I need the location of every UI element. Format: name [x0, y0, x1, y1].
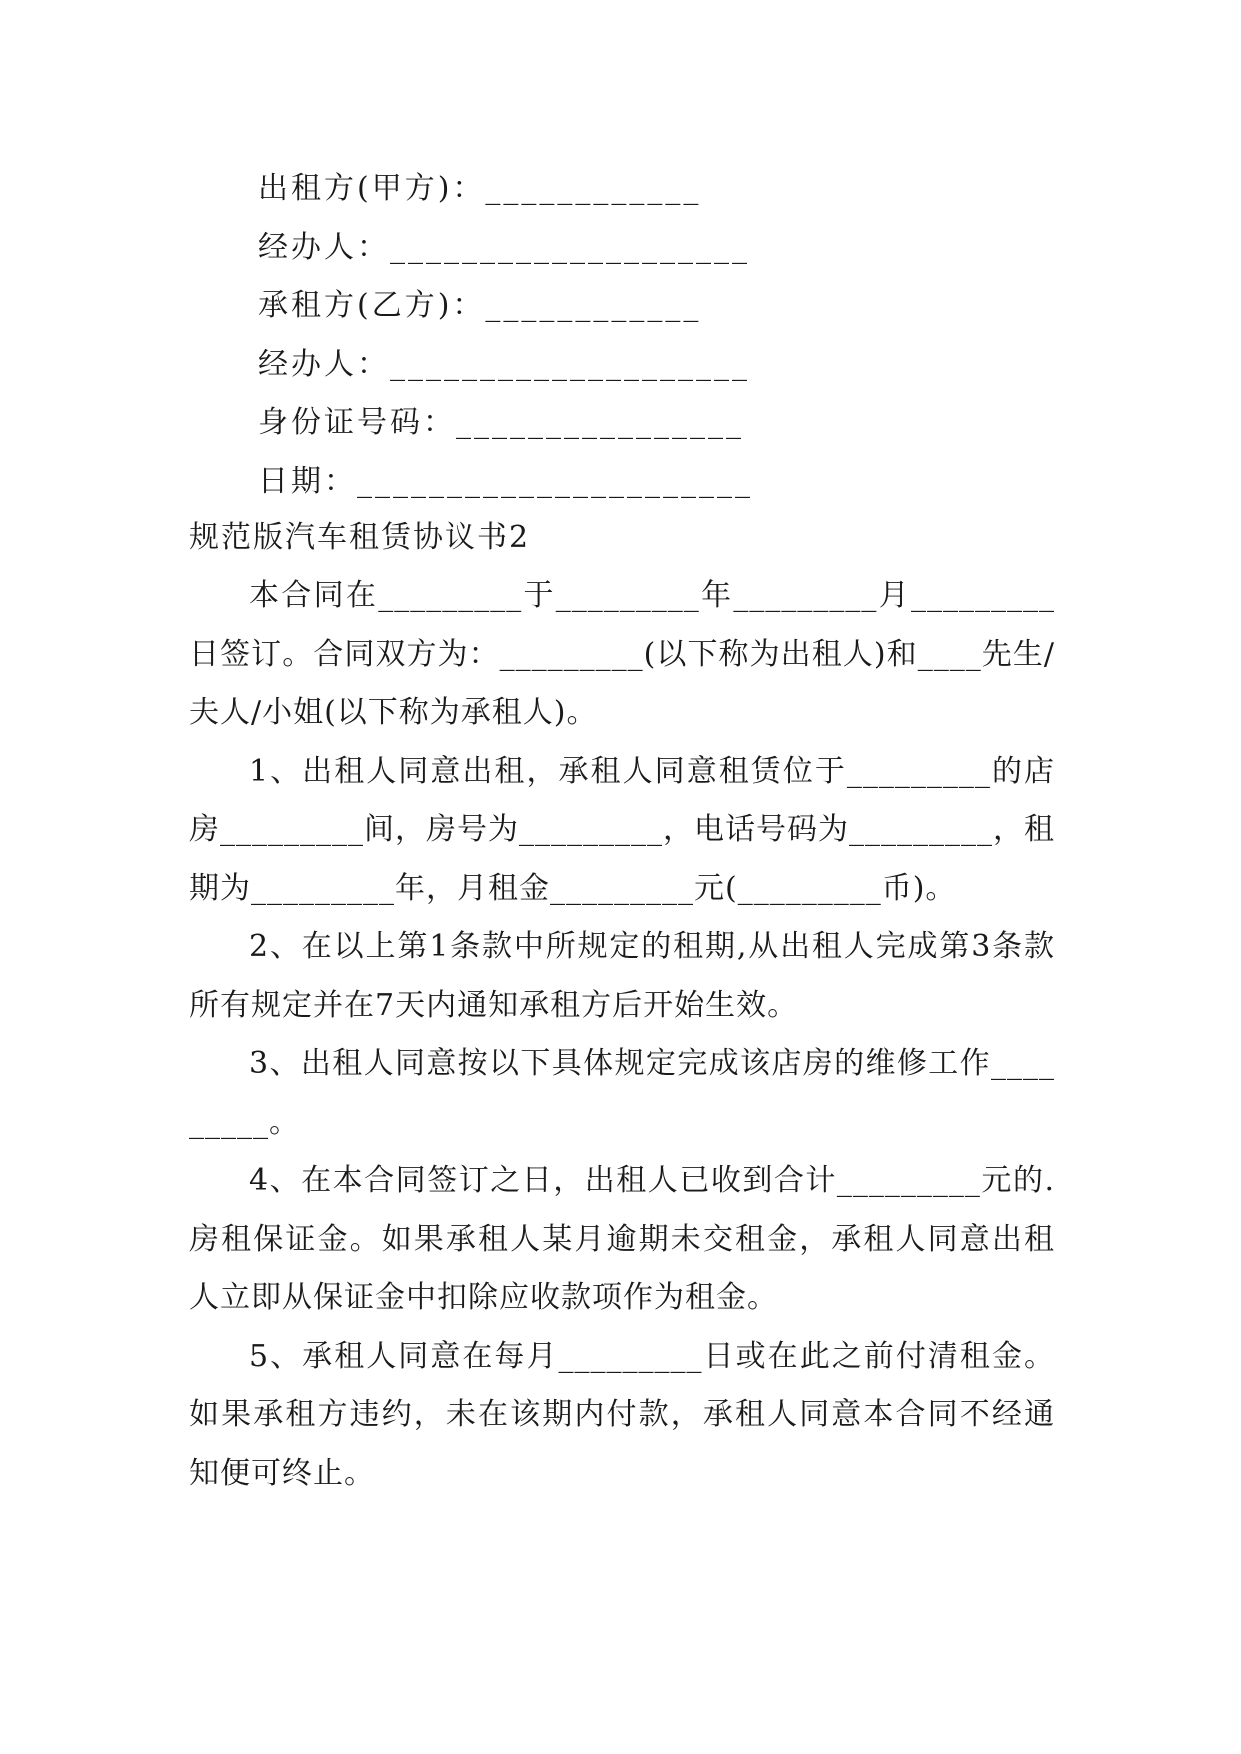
paragraph-clause-5: 5、承租人同意在每月_________日或在此之前付清租金。如果承租方违约，未在该期内付款，承租人同意本合同不经通知便可终止。	[189, 1338, 1055, 1491]
lessee-agent-line: 经办人：____________________	[258, 346, 750, 382]
paragraph-intro: 本合同在_________于_________年_________月_________日签订。合同双方为：_________(以下称为出租人)和____先生/夫人/小姐(以下称为承租人)。	[189, 578, 1055, 730]
date-line: 日期：______________________	[258, 463, 753, 499]
paragraph-clause-3: 3、出租人同意按以下具体规定完成该店房的维修工作_________。	[189, 1046, 1055, 1140]
lessee-line: 承租方(乙方)：____________	[258, 288, 702, 323]
lessor-line: 出租方(甲方)：____________	[258, 171, 702, 206]
contract-body	[189, 567, 1055, 1503]
id-number-line: 身份证号码：________________	[258, 405, 744, 440]
paragraph-clause-1: 1、出租人同意出租，承租人同意租赁位于_________的店房_________间，房号为_________，电话号码为_________，租期为_________年，月租金_________元(_________币)。	[189, 753, 1055, 906]
paragraph-clause-2: 2、在以上第1条款中所规定的租期,从出租人完成第3条款所有规定并在7天内通知承租方后开始生效。	[189, 929, 1055, 1023]
lessor-agent-line: 经办人：____________________	[258, 229, 750, 265]
paragraph-clause-4: 4、在本合同签订之日，出租人已收到合计_________元的.房租保证金。如果承租人某月逾期未交租金，承租人同意出租人立即从保证金中扣除应收款项作为租金。	[189, 1163, 1055, 1315]
section-title: 规范版汽车租赁协议书2	[189, 520, 531, 555]
signature-block	[258, 160, 898, 511]
